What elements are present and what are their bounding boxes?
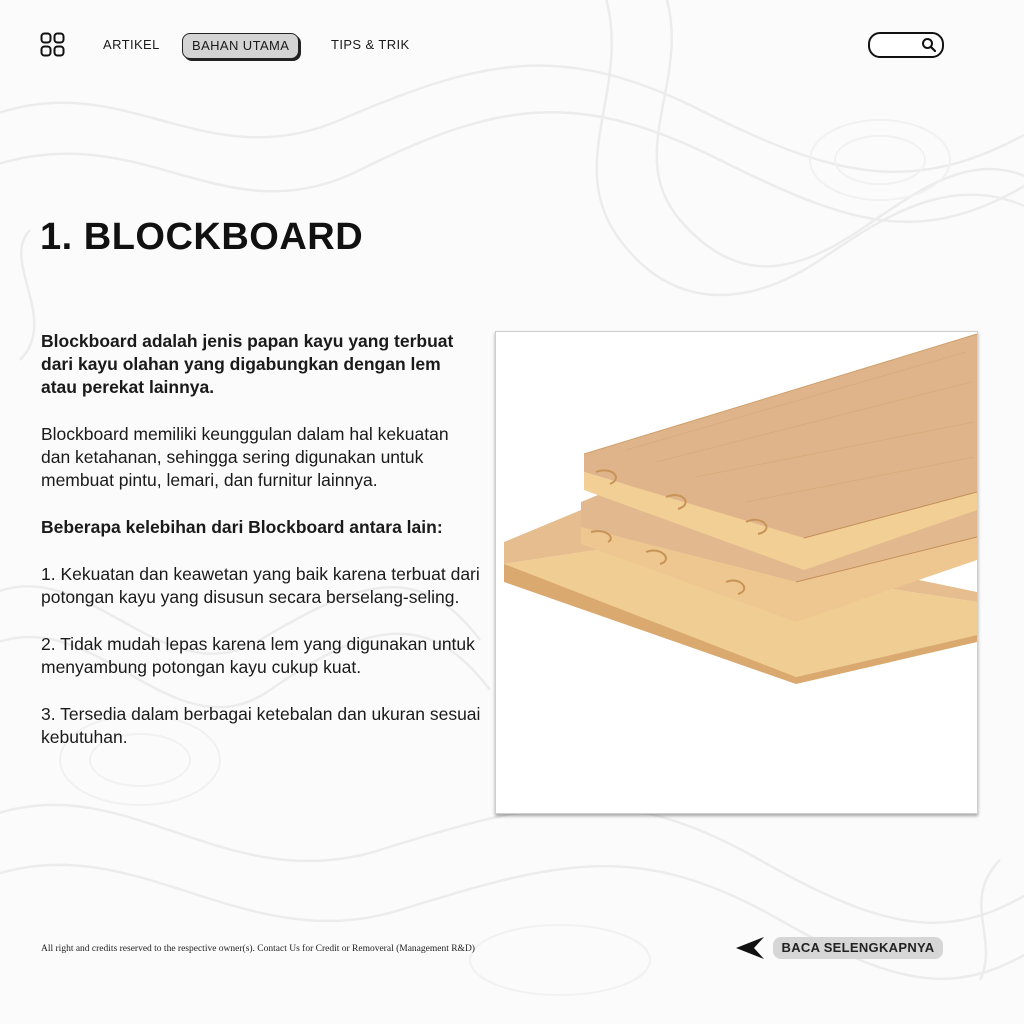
nav-item-artikel[interactable]: ARTIKEL	[103, 37, 160, 52]
benefit-item: 3. Tersedia dalam berbagai ketebalan dan ukuran sesuai kebutuhan.	[41, 704, 481, 747]
nav-item-tips-trik[interactable]: TIPS & TRIK	[331, 37, 410, 52]
article-body	[41, 330, 481, 749]
blockboard-image	[495, 331, 978, 814]
search-icon	[921, 37, 937, 53]
benefits-heading: Beberapa kelebihan dari Blockboard antara lain:	[41, 517, 443, 537]
page-title: 1. BLOCKBOARD	[40, 216, 364, 258]
footer-credit: All right and credits reserved to the respective owner(s). Contact Us for Credit or Removeral (Management R&D)	[41, 944, 475, 954]
intro-paragraph: Blockboard adalah jenis papan kayu yang terbuat dari kayu olahan yang digabungkan dengan lem atau perekat lainnya.	[41, 331, 454, 397]
benefit-item: 1. Kekuatan dan keawetan yang baik karena terbuat dari potongan kayu yang disusun secara berselang-seling.	[41, 564, 480, 607]
arrow-left-icon	[734, 933, 766, 968]
benefit-item: 2. Tidak mudah lepas karena lem yang digunakan untuk menyambung potongan kayu cukup kuat.	[41, 634, 475, 677]
nav-item-bahan-utama[interactable]: BAHAN UTAMA	[182, 33, 299, 59]
description-paragraph: Blockboard memiliki keunggulan dalam hal kekuatan dan ketahanan, sehingga sering digunakan untuk membuat pintu, lemari, dan furnitur lainnya.	[41, 424, 449, 490]
search-input[interactable]	[868, 32, 944, 58]
read-more-button[interactable]: BACA SELENGKAPNYA	[773, 937, 943, 959]
apps-grid-icon[interactable]	[40, 32, 66, 58]
